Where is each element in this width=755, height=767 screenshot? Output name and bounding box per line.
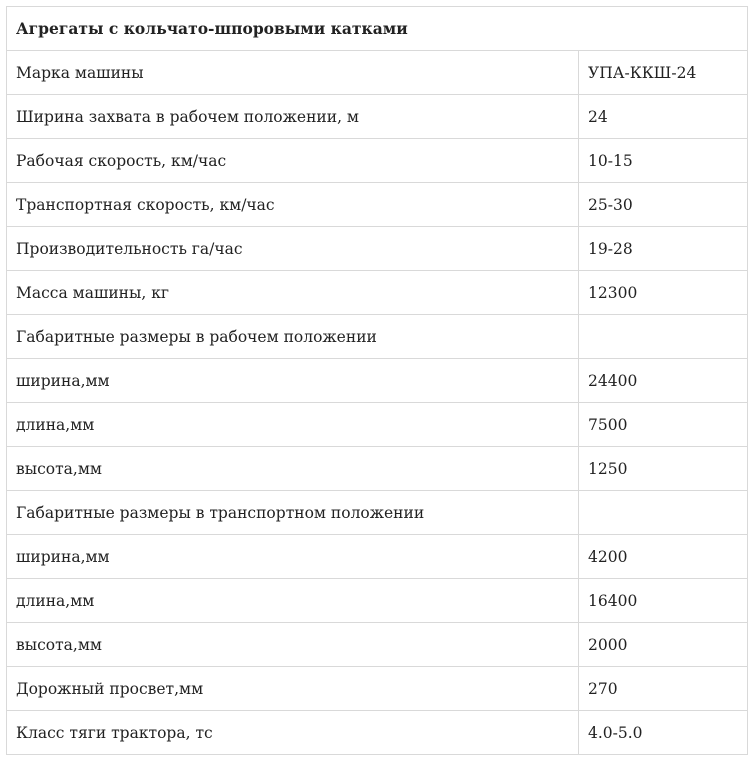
- value-cell: 4.0-5.0: [579, 711, 748, 755]
- param-cell: Дорожный просвет,мм: [7, 667, 579, 711]
- param-cell: ширина,мм: [7, 535, 579, 579]
- table-row: [7, 667, 748, 711]
- table-row: [7, 623, 748, 667]
- value-cell: [579, 315, 748, 359]
- value-cell: [579, 491, 748, 535]
- value-cell: 25-30: [579, 183, 748, 227]
- table-row: [7, 315, 748, 359]
- param-cell: Ширина захвата в рабочем положении, м: [7, 95, 579, 139]
- table-row: [7, 51, 748, 95]
- value-cell: 24400: [579, 359, 748, 403]
- table-row: [7, 139, 748, 183]
- table-row: [7, 447, 748, 491]
- value-cell: 12300: [579, 271, 748, 315]
- table-row: [7, 535, 748, 579]
- param-cell: Транспортная скорость, км/час: [7, 183, 579, 227]
- table-row: [7, 403, 748, 447]
- param-cell: Класс тяги трактора, тс: [7, 711, 579, 755]
- table-row: [7, 711, 748, 755]
- table-row: [7, 183, 748, 227]
- value-cell: 10-15: [579, 139, 748, 183]
- table-row: [7, 579, 748, 623]
- table-title-row: [7, 7, 748, 51]
- value-cell: 2000: [579, 623, 748, 667]
- spec-table: [6, 6, 748, 755]
- value-cell: 270: [579, 667, 748, 711]
- value-cell: 1250: [579, 447, 748, 491]
- table-title: Агрегаты с кольчато-шпоровыми катками: [7, 7, 748, 51]
- section-header-cell: Габаритные размеры в рабочем положении: [7, 315, 579, 359]
- value-cell: УПА-ККШ-24: [579, 51, 748, 95]
- table-row: [7, 359, 748, 403]
- value-cell: 16400: [579, 579, 748, 623]
- table-row: [7, 271, 748, 315]
- param-cell: высота,мм: [7, 623, 579, 667]
- param-cell: Рабочая скорость, км/час: [7, 139, 579, 183]
- table-row: [7, 491, 748, 535]
- value-cell: 24: [579, 95, 748, 139]
- param-cell: ширина,мм: [7, 359, 579, 403]
- param-cell: длина,мм: [7, 579, 579, 623]
- value-cell: 19-28: [579, 227, 748, 271]
- param-cell: длина,мм: [7, 403, 579, 447]
- param-cell: Масса машины, кг: [7, 271, 579, 315]
- table-row: [7, 95, 748, 139]
- param-cell: высота,мм: [7, 447, 579, 491]
- value-cell: 4200: [579, 535, 748, 579]
- table-row: [7, 227, 748, 271]
- value-cell: 7500: [579, 403, 748, 447]
- param-cell: Марка машины: [7, 51, 579, 95]
- spec-table-body: [7, 7, 748, 755]
- section-header-cell: Габаритные размеры в транспортном положении: [7, 491, 579, 535]
- param-cell: Производительность га/час: [7, 227, 579, 271]
